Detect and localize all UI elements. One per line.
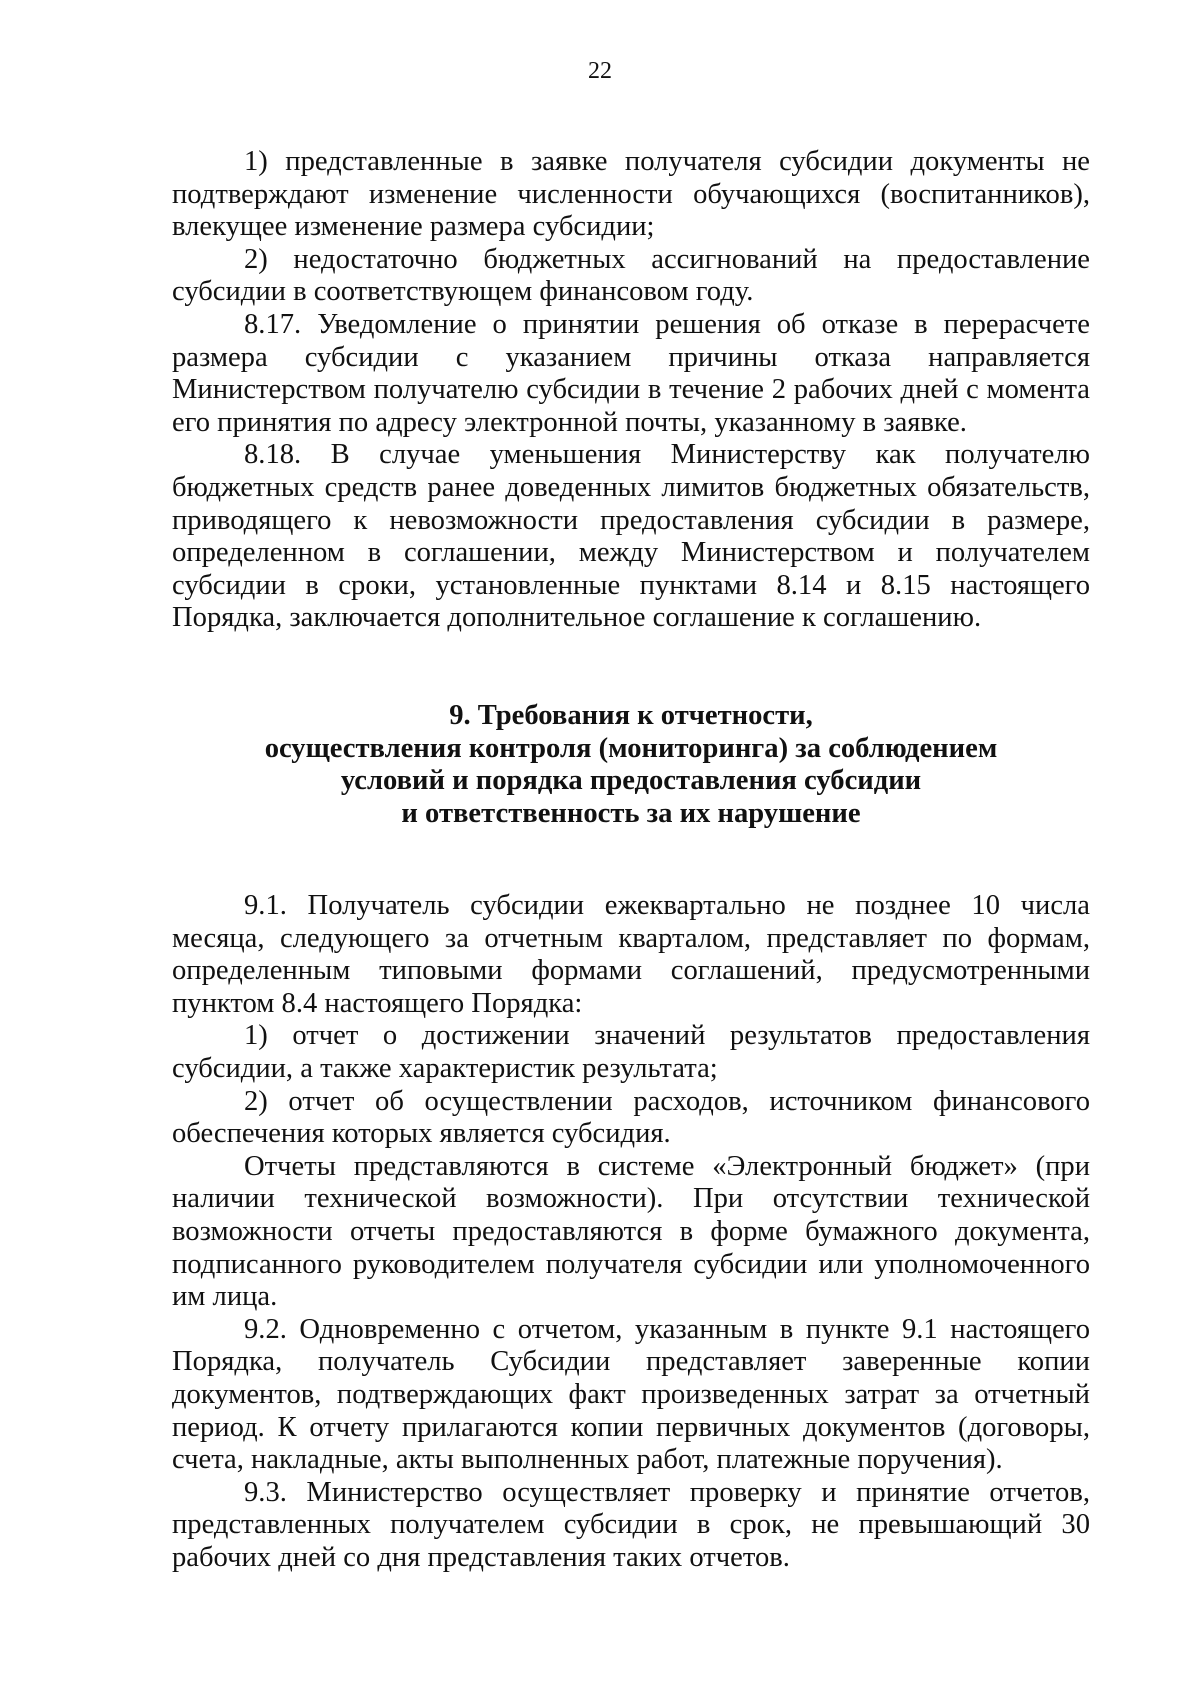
- section-9-heading: [172, 700, 1090, 830]
- paragraph-9-1-item-2: 2) отчет об осуществлении расходов, источником финансового обеспечения которых является субсидия.: [172, 1085, 1090, 1150]
- paragraph-9-1: 9.1. Получатель субсидии ежеквартально не позднее 10 числа месяца, следующего за отчетным кварталом, представляет по формам, определенным типовыми формами соглашений, предусмотренными пунктом 8.4 настоящего Порядка:: [172, 890, 1090, 1019]
- paragraph-9-3: 9.3. Министерство осуществляет проверку и принятие отчетов, представленных получателем субсидии в срок, не превышающий 30 рабочих дней со дня представления таких отчетов.: [172, 1476, 1090, 1573]
- section-heading-line-1: 9. Требования к отчетности,: [449, 700, 813, 731]
- paragraph-reports-system: Отчеты представляются в системе «Электронный бюджет» (при наличии технической возможности). При отсутствии технической возможности отчеты предоставляются в форме бумажного документа, подписанного руководителем получателя субсидии или уполномоченного им лица.: [172, 1150, 1090, 1313]
- page-number: 22: [588, 58, 612, 84]
- section-heading-line-2: осуществления контроля (мониторинга) за соблюдением: [264, 732, 998, 764]
- section-heading-line-4: и ответственность за их нарушение: [401, 797, 861, 829]
- paragraph-9-2: 9.2. Одновременно с отчетом, указанным в пункте 9.1 настоящего Порядка, получатель Субсидии представляет заверенные копии документов, подтверждающих факт произведенных затрат за отчетный период. К отчету прилагаются копии первичных документов (договоры, счета, накладные, акты выполненных работ, платежные поручения).: [172, 1313, 1090, 1476]
- paragraph-9-1-item-1: 1) отчет о достижении значений результатов предоставления субсидии, а также характеристик результата;: [172, 1020, 1090, 1084]
- paragraph-8-17: 8.17. Уведомление о принятии решения об отказе в перерасчете размера субсидии с указанием причины отказа направляется Министерством получателю субсидии в течение 2 рабочих дней с момента его принятия по адресу электронной почты, указанному в заявке.: [172, 308, 1090, 438]
- bottom-text-block: [172, 890, 1090, 1574]
- paragraph-item-1: 1) представленные в заявке получателя субсидии документы не подтверждают изменение численности обучающихся (воспитанников), влекущее изменение размера субсидии;: [172, 146, 1090, 243]
- paragraph-item-2: 2) недостаточно бюджетных ассигнований на предоставление субсидии в соответствующем финансовом году.: [172, 243, 1090, 308]
- top-text-block: [172, 146, 1090, 635]
- paragraph-8-18: 8.18. В случае уменьшения Министерству как получателю бюджетных средств ранее доведенных лимитов бюджетных обязательств, приводящего к невозможности предоставления субсидии в размере, определенном в соглашении, между Министерством и получателем субсидии в сроки, установленные пунктами 8.14 и 8.15 настоящего Порядка, заключается дополнительное соглашение к соглашению.: [172, 439, 1090, 634]
- section-heading-line-3: условий и порядка предоставления субсидии: [340, 765, 922, 797]
